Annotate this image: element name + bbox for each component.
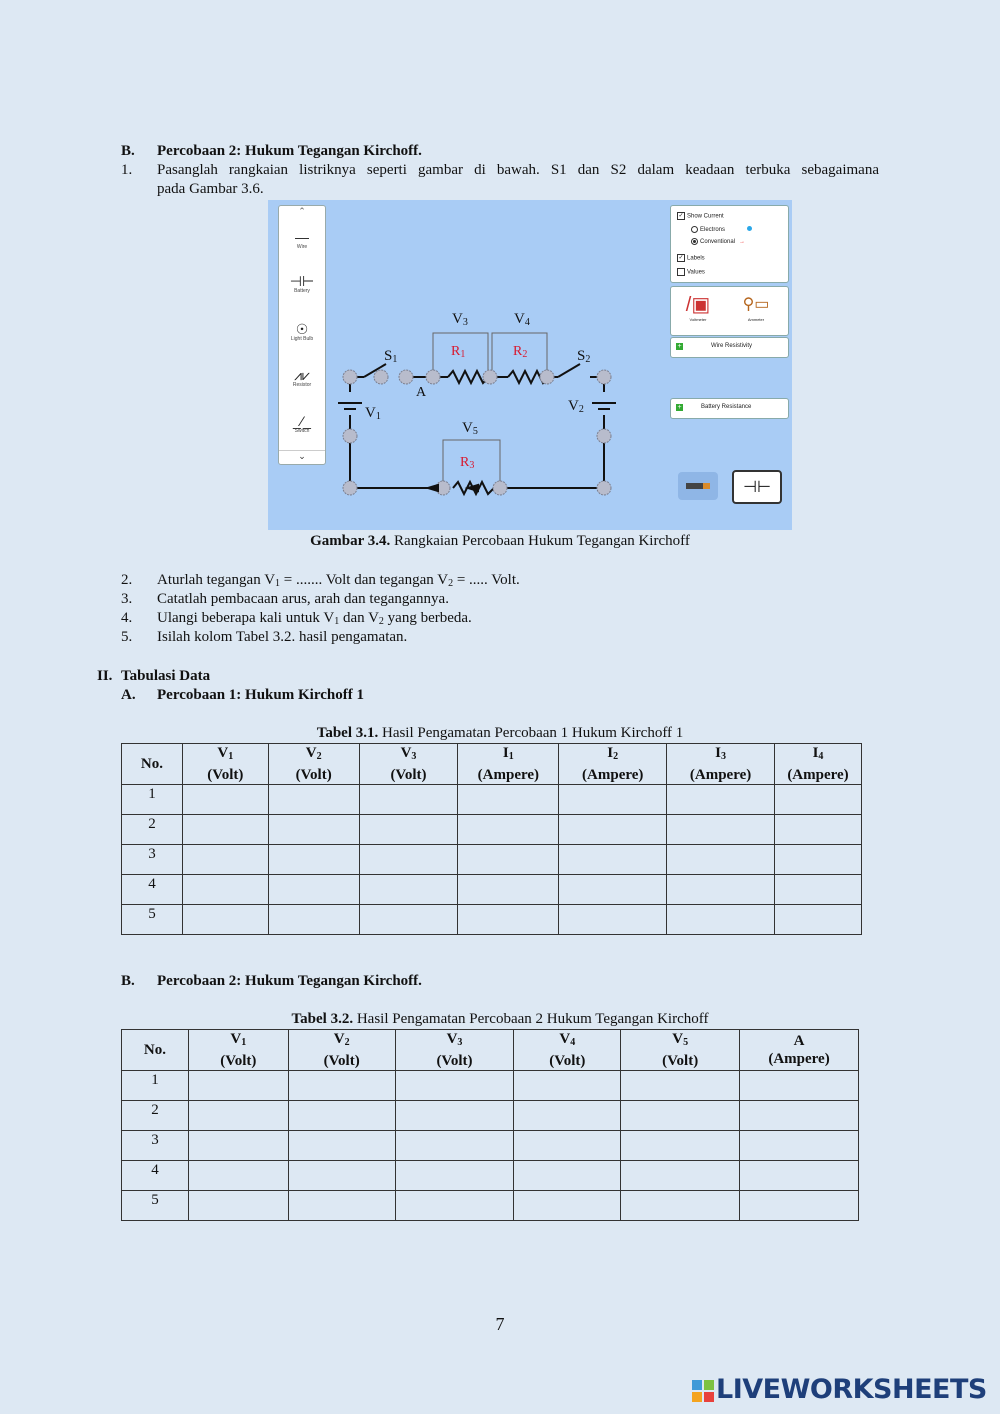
header-unit: (Volt)	[323, 1053, 360, 1069]
plus-icon: +	[677, 343, 682, 350]
ammeter-icon: ⚲▭	[742, 296, 770, 313]
table1-header-v1	[182, 744, 268, 785]
row-number: 1	[122, 1071, 189, 1101]
table2-header-row	[122, 1030, 859, 1071]
toolbox-light-bulb-label: Light Bulb	[290, 336, 314, 342]
page-number: 7	[495, 1314, 505, 1334]
header-unit: (Ampere)	[787, 767, 849, 783]
values-option[interactable]	[677, 268, 705, 276]
wire-resistivity-label: Wire Resistivity	[711, 343, 753, 349]
header-sub: 1	[228, 751, 234, 762]
step-3-text: Catatlah pembacaan arus, arah dan tegangannya.	[157, 591, 449, 607]
table2-caption-bold: Tabel 3.2.	[291, 1011, 354, 1027]
table-cell[interactable]	[182, 905, 268, 935]
step-1-line1: Pasanglah rangkaian listriknya seperti gambar di bawah. S1 dan S2 dalam keadaan terbuka sebagaimana	[157, 162, 879, 178]
table-cell[interactable]	[182, 785, 268, 815]
table-cell[interactable]	[288, 1191, 395, 1221]
table-cell[interactable]	[288, 1161, 395, 1191]
lab-mode-button[interactable]	[678, 472, 718, 500]
ammeter-tool[interactable]	[729, 293, 783, 322]
header-unit: (Volt)	[549, 1053, 586, 1069]
table-cell[interactable]	[740, 1131, 859, 1161]
header-sub: 3	[411, 751, 417, 762]
table-cell[interactable]	[667, 785, 775, 815]
step-1-line2: pada Gambar 3.6.	[157, 181, 264, 197]
table2-caption	[0, 1011, 1000, 1028]
header-letter: V	[559, 1031, 571, 1047]
step-5-number: 5.	[121, 629, 133, 645]
table-cell[interactable]	[775, 905, 862, 935]
row-number: 5	[122, 905, 183, 935]
table1-caption-text: Hasil Pengamatan Percobaan 1 Hukum Kirchoff 1	[378, 725, 684, 741]
table-cell[interactable]	[359, 815, 458, 845]
step-4-pre: Ulangi beberapa kali untuk V	[157, 610, 335, 626]
label-r2	[513, 344, 527, 360]
label-r2-sub: 2	[522, 349, 528, 360]
step-2-number: 2.	[121, 572, 133, 588]
header-unit: (Volt)	[390, 767, 427, 783]
table1-header-v2	[268, 744, 359, 785]
table-cell[interactable]	[395, 1131, 514, 1161]
header-unit: (Ampere)	[689, 767, 752, 783]
row-number: 5	[122, 1191, 189, 1221]
header-sub: 2	[344, 1037, 350, 1048]
label-r3-sub: 3	[469, 460, 475, 471]
header-sub: 1	[241, 1037, 247, 1048]
label-v2-sub: 2	[578, 404, 584, 415]
header-letter: I	[715, 745, 721, 761]
table-row	[122, 785, 862, 815]
header-letter: A	[793, 1033, 805, 1049]
table-cell[interactable]	[288, 1131, 395, 1161]
header-sub: 3	[457, 1037, 463, 1048]
table-cell[interactable]	[359, 845, 458, 875]
label-s2	[577, 348, 590, 365]
header-sub: 5	[683, 1037, 689, 1048]
step-5-text: Isilah kolom Tabel 3.2. hasil pengamatan.	[157, 629, 408, 645]
options-panel	[670, 205, 789, 283]
section-ii-title: Tabulasi Data	[121, 668, 211, 684]
label-v3	[452, 311, 468, 328]
toolbox-wire-label: Wire	[296, 244, 308, 250]
table-cell[interactable]	[395, 1161, 514, 1191]
table-cell[interactable]	[775, 815, 862, 845]
battery-resistance-control[interactable]	[670, 398, 789, 419]
table2-header-no	[122, 1030, 189, 1071]
figure-caption-text: Rangkaian Percobaan Hukum Tegangan Kirchoff	[390, 533, 690, 549]
table1-header-i3	[667, 744, 775, 785]
table-cell[interactable]	[514, 1161, 621, 1191]
row-number: 3	[122, 1131, 189, 1161]
table-cell[interactable]	[359, 785, 458, 815]
label-v1	[365, 405, 381, 422]
table-cell[interactable]	[559, 875, 667, 905]
table-cell[interactable]	[775, 875, 862, 905]
header-sub: 2	[613, 751, 619, 762]
label-a: A	[416, 385, 427, 400]
header-sub: 4	[818, 751, 824, 762]
row-number: 3	[122, 845, 183, 875]
table1-header-i2	[559, 744, 667, 785]
step-4-text	[157, 610, 472, 627]
table-cell[interactable]	[268, 905, 359, 935]
header-letter: I	[812, 745, 819, 761]
label-v4-text: V	[514, 311, 525, 327]
label-r1-sub: 1	[460, 349, 466, 360]
step-1-number: 1.	[121, 162, 133, 178]
table-cell[interactable]	[514, 1071, 621, 1101]
label-v2-text: V	[568, 398, 579, 414]
table-row	[122, 875, 862, 905]
section-a-title: Percobaan 1: Hukum Kirchoff 1	[157, 687, 364, 703]
header-unit: (Ampere)	[582, 767, 644, 783]
table-cell[interactable]	[188, 1131, 288, 1161]
circuit-figure	[268, 200, 792, 530]
section-b-label: B.	[121, 143, 135, 159]
table-cell[interactable]	[621, 1071, 740, 1101]
table-cell[interactable]	[667, 875, 775, 905]
table-cell[interactable]	[268, 815, 359, 845]
table-cell[interactable]	[288, 1071, 395, 1101]
table-cell[interactable]	[559, 845, 667, 875]
header-unit: (Ampere)	[768, 1051, 830, 1067]
table-cell[interactable]	[458, 905, 559, 935]
header-unit: (Volt)	[295, 767, 332, 783]
toolbox-scroll-down[interactable]: ⌄	[279, 450, 325, 463]
radio-selected-icon	[691, 238, 698, 245]
table-cell[interactable]	[667, 815, 775, 845]
label-r2-text: R	[513, 344, 523, 359]
section-ii-label: II.	[97, 668, 113, 684]
step-2-mid: = ....... Volt dan tegangan V	[280, 572, 449, 588]
show-current-option[interactable]	[677, 212, 724, 220]
table-cell[interactable]	[182, 815, 268, 845]
ammeter-label: Ammeter	[747, 317, 765, 322]
wire-icon: —	[295, 229, 309, 245]
battery-icon: ⊣⊢	[289, 273, 315, 289]
step-4-number: 4.	[121, 610, 133, 626]
table2-header-v1	[188, 1030, 288, 1071]
figure-caption-bold: Gambar 3.4.	[310, 533, 391, 549]
table-cell[interactable]	[395, 1101, 514, 1131]
table2-header-v5	[621, 1030, 740, 1071]
table-row	[122, 1101, 859, 1131]
label-s1-text: S	[384, 348, 393, 364]
table-cell[interactable]	[621, 1131, 740, 1161]
header-letter: V	[400, 745, 412, 761]
conventional-label: Conventional	[700, 239, 736, 246]
row-number: 2	[122, 815, 183, 845]
table-cell[interactable]	[359, 905, 458, 935]
table-cell[interactable]	[621, 1161, 740, 1191]
toolbox-scroll-up[interactable]: ⌃	[298, 206, 306, 216]
label-v5-text: V	[462, 420, 473, 436]
section-b2-title: Percobaan 2: Hukum Tegangan Kirchoff.	[157, 973, 422, 989]
table-cell[interactable]	[182, 875, 268, 905]
toolbox-battery-label: Battery	[294, 288, 310, 294]
checkbox-icon	[677, 268, 685, 276]
conventional-option[interactable]	[691, 238, 745, 245]
label-v2	[568, 398, 584, 415]
header-letter: V	[217, 745, 229, 761]
label-v4	[514, 311, 530, 328]
table-cell[interactable]	[559, 785, 667, 815]
table-cell[interactable]	[188, 1101, 288, 1131]
table-cell[interactable]	[667, 905, 775, 935]
header-letter: V	[446, 1031, 458, 1047]
arrow-right-icon: →	[739, 239, 746, 246]
table1-header-v3	[359, 744, 458, 785]
table-row	[122, 1131, 859, 1161]
plus-icon: +	[677, 404, 682, 411]
liveworksheets-logo-icon	[692, 1380, 714, 1402]
label-v1-text: V	[365, 405, 376, 421]
table1-header-i4	[775, 744, 862, 785]
battery-resistance-label: Battery Resistance	[701, 404, 752, 410]
table-cell[interactable]	[514, 1131, 621, 1161]
measure-tools-panel	[670, 286, 789, 336]
table1-header-no-text: No.	[140, 756, 163, 772]
step-2-post: = ..... Volt.	[453, 572, 520, 588]
header-unit: (Volt)	[436, 1053, 473, 1069]
row-number: 2	[122, 1101, 189, 1131]
check-icon: ✓	[678, 255, 684, 261]
table-cell[interactable]	[268, 845, 359, 875]
header-letter: V	[672, 1031, 684, 1047]
liveworksheets-text: LIVEWORKSHEETS	[716, 1374, 987, 1405]
table-cell[interactable]	[559, 905, 667, 935]
table1-header-i1	[458, 744, 559, 785]
label-r3	[460, 455, 474, 471]
battery-symbol-icon: ⊣⊢	[743, 477, 771, 496]
step-2-text	[157, 572, 520, 589]
electron-dot-icon	[747, 226, 752, 231]
table-row	[122, 905, 862, 935]
header-sub: 4	[570, 1037, 576, 1048]
header-sub: 3	[721, 751, 726, 762]
label-s2-sub: 2	[585, 354, 591, 365]
label-s1	[384, 348, 397, 365]
table-row	[122, 1071, 859, 1101]
table2	[121, 1029, 859, 1221]
section-a-label: A.	[121, 687, 136, 703]
header-unit: (Volt)	[662, 1053, 699, 1069]
row-number: 4	[122, 1161, 189, 1191]
table2-header-v3	[395, 1030, 514, 1071]
table1	[121, 743, 862, 935]
table-cell[interactable]	[458, 815, 559, 845]
table1-caption	[0, 725, 1000, 742]
table-cell[interactable]	[559, 815, 667, 845]
table-cell[interactable]	[740, 1071, 859, 1101]
step-2-sub2: 2	[448, 578, 454, 589]
table-cell[interactable]	[359, 875, 458, 905]
header-letter: V	[305, 745, 317, 761]
table-cell[interactable]	[514, 1101, 621, 1131]
table-row	[122, 1161, 859, 1191]
table-cell[interactable]	[775, 845, 862, 875]
header-unit: (Ampere)	[477, 767, 540, 783]
table-row	[122, 845, 862, 875]
label-r1-text: R	[451, 344, 461, 359]
header-unit: (Volt)	[220, 1053, 257, 1069]
table2-header-a	[740, 1030, 859, 1071]
table-cell[interactable]	[667, 845, 775, 875]
table-cell[interactable]	[188, 1191, 288, 1221]
row-number: 1	[122, 785, 183, 815]
figure-caption	[0, 533, 1000, 550]
label-v1-sub: 1	[375, 411, 381, 422]
battery-image-icon	[686, 483, 710, 489]
header-letter: V	[230, 1031, 242, 1047]
electrons-option[interactable]	[691, 226, 752, 233]
table-cell[interactable]	[458, 845, 559, 875]
electrons-label: Electrons	[700, 227, 726, 234]
table-cell[interactable]	[740, 1101, 859, 1131]
table-cell[interactable]	[740, 1161, 859, 1191]
check-icon: ✓	[678, 213, 684, 219]
step-2-sub1: 1	[275, 578, 281, 589]
voltmeter-tool[interactable]	[679, 293, 717, 322]
labels-label: Labels	[687, 255, 705, 262]
label-r1	[451, 344, 465, 360]
table-row	[122, 815, 862, 845]
step-3-number: 3.	[121, 591, 133, 607]
resistor-icon: ⩘⩗	[294, 367, 310, 383]
table2-caption-text: Hasil Pengamatan Percobaan 2 Hukum Tegangan Kirchoff	[353, 1011, 709, 1027]
step-4-post: yang berbeda.	[383, 610, 472, 626]
show-current-label: Show Current	[687, 213, 724, 220]
schematic-mode-button[interactable]	[732, 470, 782, 504]
switch-icon: _⁄_	[293, 413, 311, 429]
step-4-sub2: 2	[378, 616, 384, 627]
table1-header-no	[122, 744, 183, 785]
label-s1-sub: 1	[392, 354, 398, 365]
label-s2-text: S	[577, 348, 586, 364]
table-cell[interactable]	[458, 785, 559, 815]
label-v3-text: V	[452, 311, 463, 327]
table-cell[interactable]	[621, 1191, 740, 1221]
step-2-pre: Aturlah tegangan V	[157, 572, 276, 588]
voltmeter-icon: /▣	[685, 294, 711, 316]
radio-icon	[691, 226, 698, 233]
table-cell[interactable]	[775, 785, 862, 815]
header-letter: V	[333, 1031, 345, 1047]
step-4-sub1: 1	[334, 616, 340, 627]
table-cell[interactable]	[458, 875, 559, 905]
toolbox-switch-label: Switch	[294, 428, 310, 434]
table1-caption-bold: Tabel 3.1.	[316, 725, 379, 741]
table-cell[interactable]	[268, 785, 359, 815]
toolbox-resistor-label: Resistor	[292, 382, 312, 388]
table-cell[interactable]	[182, 845, 268, 875]
voltmeter-label: Voltmeter	[689, 317, 707, 322]
header-letter: I	[607, 745, 614, 761]
header-sub: 2	[316, 751, 322, 762]
table-cell[interactable]	[514, 1191, 621, 1221]
table-row	[122, 1191, 859, 1221]
header-letter: I	[502, 745, 509, 761]
table-cell[interactable]	[395, 1191, 514, 1221]
values-label: Values	[687, 269, 705, 276]
table-cell[interactable]	[188, 1161, 288, 1191]
label-v3-sub: 3	[462, 317, 468, 328]
light-bulb-icon: ☉	[295, 321, 309, 337]
table-cell[interactable]	[740, 1191, 859, 1221]
table-cell[interactable]	[395, 1071, 514, 1101]
section-b2-label: B.	[121, 973, 135, 989]
table-cell[interactable]	[268, 875, 359, 905]
row-number: 4	[122, 875, 183, 905]
label-r3-text: R	[460, 455, 470, 470]
header-sub: 1	[508, 751, 514, 762]
table2-header-no-text: No.	[143, 1042, 166, 1058]
table-cell[interactable]	[621, 1101, 740, 1131]
label-v5	[462, 420, 478, 437]
table2-header-v2	[288, 1030, 395, 1071]
labels-option[interactable]	[677, 254, 705, 262]
step-4-mid: dan V	[339, 610, 379, 626]
label-v5-sub: 5	[472, 426, 478, 437]
table1-header-row	[122, 744, 862, 785]
wire-resistivity-control[interactable]	[670, 337, 789, 358]
section-b-title: Percobaan 2: Hukum Tegangan Kirchoff.	[157, 143, 422, 159]
header-unit: (Volt)	[207, 767, 244, 783]
table-cell[interactable]	[188, 1071, 288, 1101]
table2-header-v4	[514, 1030, 621, 1071]
label-v4-sub: 4	[524, 317, 530, 328]
table-cell[interactable]	[288, 1101, 395, 1131]
